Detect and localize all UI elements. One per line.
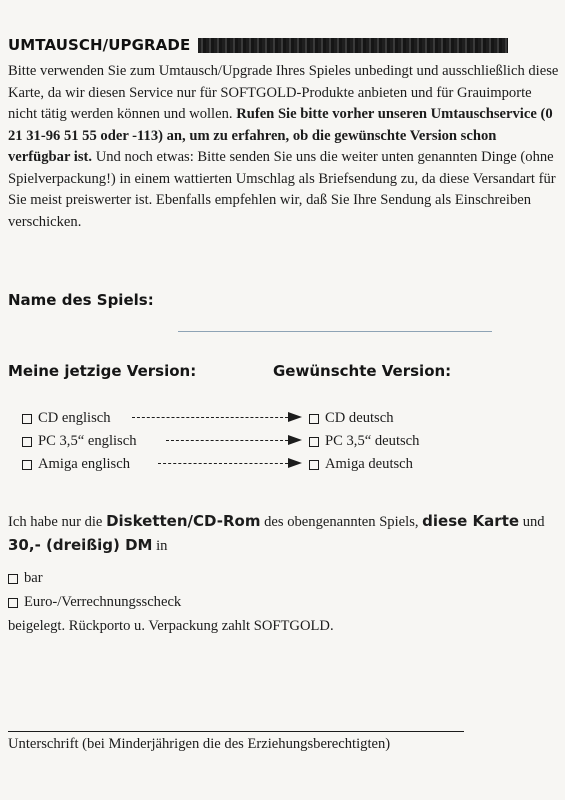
- payment-closing-text: beigelegt. Rückporto u. Verpackung zahlt SOFTGOLD.: [8, 618, 334, 634]
- current-option-cd[interactable]: [22, 410, 111, 427]
- desired-option-label: PC 3,5“ deutsch: [325, 433, 420, 449]
- current-option-amiga[interactable]: [22, 456, 130, 473]
- checkbox-icon[interactable]: [309, 460, 319, 470]
- enclosure-text: in: [152, 538, 168, 554]
- enclosure-bold-media: Disketten/CD-Rom: [106, 512, 261, 530]
- desired-option-amiga[interactable]: [309, 456, 413, 473]
- signature-caption-text: Unterschrift (bei Minderjährigen die des Erziehungsberechtigten): [8, 736, 391, 752]
- enclosure-statement: [8, 510, 560, 558]
- payment-closing: [8, 618, 334, 635]
- checkbox-icon[interactable]: [22, 414, 32, 424]
- desired-option-label: Amiga deutsch: [325, 456, 413, 472]
- arrow-right-icon: [158, 456, 302, 470]
- checkbox-icon[interactable]: [22, 437, 32, 447]
- current-option-label: CD englisch: [38, 410, 111, 426]
- checkbox-icon[interactable]: [309, 414, 319, 424]
- payment-option-label: Euro-/Verrechnungsscheck: [24, 594, 182, 610]
- arrow-right-icon: [166, 433, 302, 447]
- desired-option-cd[interactable]: [309, 410, 394, 427]
- enclosure-bold-card: diese Karte: [422, 512, 520, 530]
- checkbox-icon[interactable]: [22, 460, 32, 470]
- signature-caption: [8, 736, 390, 753]
- checkbox-icon[interactable]: [8, 574, 18, 584]
- checkbox-icon[interactable]: [8, 598, 18, 608]
- enclosure-text: Ich habe nur die: [8, 514, 107, 530]
- checkbox-icon[interactable]: [309, 437, 319, 447]
- payment-option-label: bar: [24, 570, 43, 586]
- enclosure-text: und: [519, 514, 545, 530]
- header-bar: [198, 38, 508, 53]
- current-option-label: PC 3,5“ englisch: [38, 433, 137, 449]
- intro-text-1: Bitte verwenden Sie zum Umtausch/Upgrade Ihres Spieles unbedingt und ausschließlich diese Karte, da wir diesen Service nur für SOFTGOLD-Produkte anbieten und für Grauimporte nicht tätig werden können und wollen.: [8, 63, 559, 122]
- desired-version-label: Gewünschte Version:: [273, 362, 452, 380]
- section-title: UMTAUSCH/UPGRADE: [8, 36, 191, 54]
- enclosure-text: des obengenannten Spiels,: [260, 514, 423, 530]
- game-name-field[interactable]: [178, 331, 492, 332]
- arrow-right-icon: [132, 410, 302, 424]
- enclosure-bold-amount: 30,- (dreißig) DM: [8, 536, 153, 554]
- current-version-label: Meine jetzige Version:: [8, 362, 197, 380]
- game-name-label: Name des Spiels:: [8, 291, 154, 309]
- current-option-pc[interactable]: [22, 433, 137, 450]
- payment-option-cash[interactable]: [8, 570, 43, 587]
- intro-text-2: Und noch etwas: Bitte senden Sie uns die weiter unten genannten Dinge (ohne Spielverpackung!) in einem wattierten Umschlag als Briefsendung zu, da diese Versandart für Sie meist preiswerter ist. Ebenfalls empfehlen wir, daß Sie Ihre Sendung als Einschreiben verschicken.: [8, 149, 556, 230]
- payment-option-cheque[interactable]: [8, 594, 181, 611]
- intro-paragraph: [8, 61, 560, 233]
- current-option-label: Amiga englisch: [38, 456, 131, 472]
- signature-line[interactable]: [8, 731, 464, 732]
- desired-option-pc[interactable]: [309, 433, 419, 450]
- section-header: [8, 36, 508, 54]
- desired-option-label: CD deutsch: [325, 410, 394, 426]
- intro-bold-notice: Rufen Sie bitte vorher unseren Umtauschservice (0 21 31-96 51 55 oder -113) an, um zu erfahren, ob die gewünschte Version schon verfügbar ist.: [8, 106, 553, 165]
